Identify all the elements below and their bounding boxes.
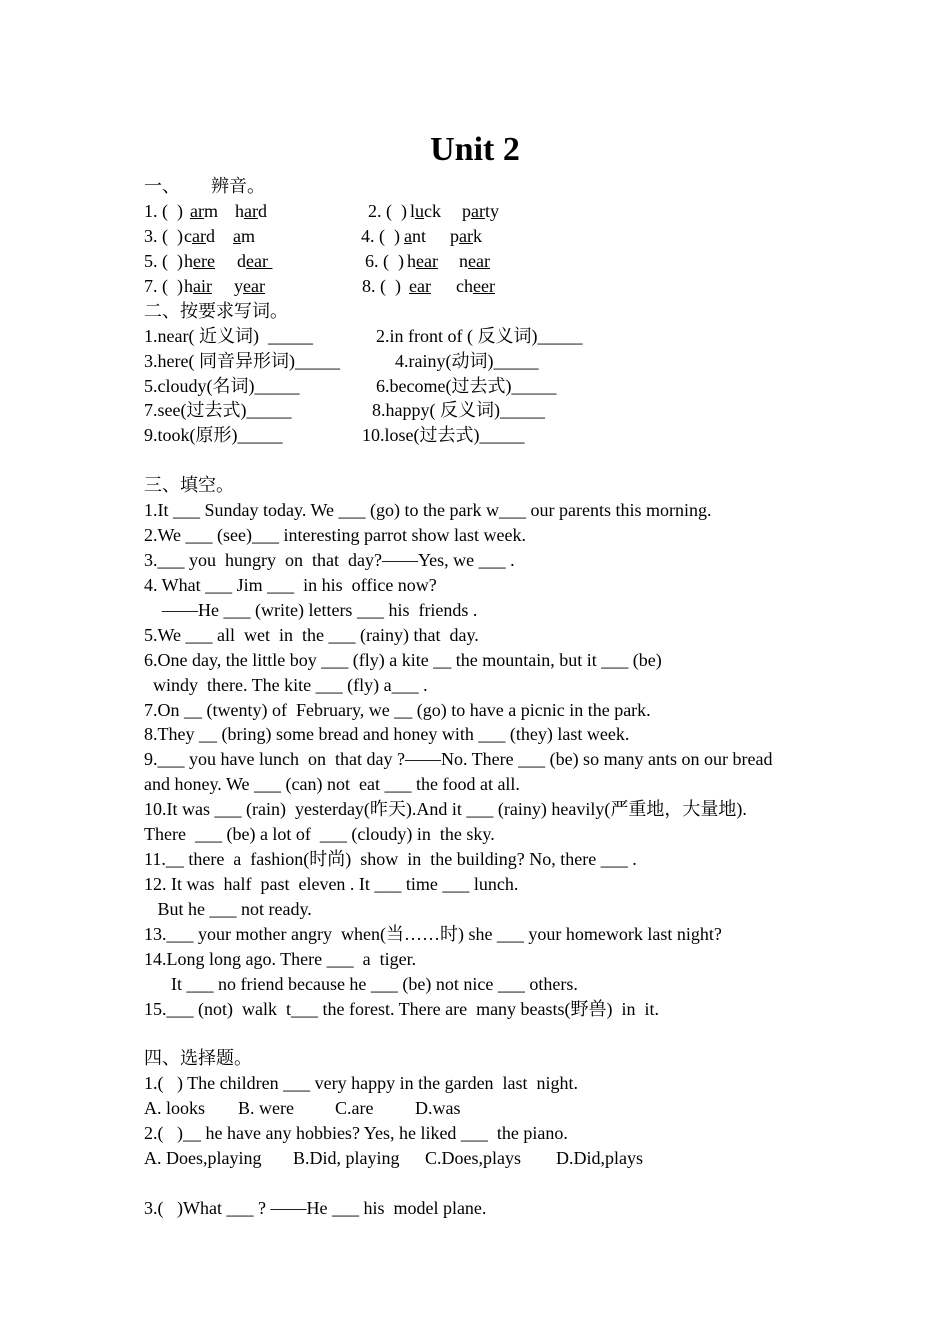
item-4-number: 4. ( ) — [361, 226, 400, 246]
item-1-word2: hard — [235, 201, 267, 221]
fill-line: 7.On __ (twenty) of February, we __ (go) to have a picnic in the park. — [144, 700, 651, 720]
fill-line: and honey. We ___ (can) not eat ___ the food at all. — [144, 774, 520, 794]
question-2-option-b: B.Did, playing — [293, 1148, 400, 1168]
item-5-word2: dear — [237, 251, 273, 271]
item-2-word2: party — [462, 201, 499, 221]
question-2-stem: 2.( )__ he have any hobbies? Yes, he liked ___ the piano. — [144, 1123, 568, 1143]
item-8-word2: cheer — [456, 276, 495, 296]
fill-line: 1.It ___ Sunday today. We ___ (go) to the park w___ our parents this morning. — [144, 500, 712, 520]
word-task-2: 2.in front of ( 反义词)_____ — [376, 326, 583, 346]
fill-line: 5.We ___ all wet in the ___ (rainy) that day. — [144, 625, 479, 645]
section3-heading: 三、填空。 — [144, 475, 234, 495]
section2-heading: 二、按要求写词。 — [144, 301, 288, 321]
fill-line: 3.___ you hungry on that day?——Yes, we ___ . — [144, 550, 515, 570]
fill-line: 15.___ (not) walk t___ the forest. There are many beasts(野兽) in it. — [144, 999, 660, 1019]
item-3-word1: card — [184, 226, 215, 246]
fill-line: 4. What ___ Jim ___ in his office now? — [144, 575, 437, 595]
question-1-option-d: D.was — [415, 1098, 461, 1118]
page-title: Unit 2 — [430, 131, 520, 168]
fill-line: 2.We ___ (see)___ interesting parrot show last week. — [144, 525, 526, 545]
section4-heading: 四、选择题。 — [144, 1048, 252, 1068]
word-task-8: 8.happy( 反义词)_____ — [372, 400, 545, 420]
question-3-stem: 3.( )What ___ ? ——He ___ his model plane. — [144, 1198, 487, 1218]
item-8-word1: ear — [409, 276, 431, 296]
fill-line: But he ___ not ready. — [144, 899, 312, 919]
item-7-word1: hair — [184, 276, 212, 296]
word-task-7: 7.see(过去式)_____ — [144, 400, 292, 420]
fill-line: It ___ no friend because he ___ (be) not nice ___ others. — [144, 974, 578, 994]
question-2-option-d: D.Did,plays — [556, 1148, 643, 1168]
fill-line: ——He ___ (write) letters ___ his friends . — [144, 600, 478, 620]
fill-line: 14.Long long ago. There ___ a tiger. — [144, 949, 417, 969]
fill-line: 6.One day, the little boy ___ (fly) a kite __ the mountain, but it ___ (be) — [144, 650, 662, 670]
item-3-word2: am — [233, 226, 256, 246]
word-task-5: 5.cloudy(名词)_____ — [144, 376, 300, 396]
fill-line: windy there. The kite ___ (fly) a___ . — [144, 675, 428, 695]
item-7-word2: year — [234, 276, 265, 296]
section1-heading-text: 辨音。 — [211, 176, 265, 196]
fill-line: 12. It was half past eleven . It ___ time ___ lunch. — [144, 874, 519, 894]
fill-line: 13.___ your mother angry when(当……时) she ___ your homework last night? — [144, 924, 722, 944]
item-3-number: 3. ( ) — [144, 226, 183, 246]
item-1-word1: arm — [190, 201, 218, 221]
question-2-option-c: C.Does,plays — [425, 1148, 521, 1168]
word-task-1: 1.near( 近义词) _____ — [144, 326, 313, 346]
item-1-number: 1. ( ) — [144, 201, 183, 221]
word-task-6: 6.become(过去式)_____ — [376, 376, 557, 396]
word-task-9: 9.took(原形)_____ — [144, 425, 283, 445]
fill-line: There ___ (be) a lot of ___ (cloudy) in the sky. — [144, 824, 495, 844]
question-1-stem: 1.( ) The children ___ very happy in the garden last night. — [144, 1073, 579, 1093]
item-8-number: 8. ( ) — [362, 276, 401, 296]
fill-line: 11.__ there a fashion(时尚) show in the building? No, there ___ . — [144, 849, 637, 869]
item-2-number: 2. ( ) — [368, 201, 407, 221]
question-1-option-b: B. were — [238, 1098, 294, 1118]
item-6-word1: hear — [407, 251, 438, 271]
item-6-number: 6. ( ) — [365, 251, 404, 271]
item-2-word1: luck — [410, 201, 442, 221]
item-5-number: 5. ( ) — [144, 251, 183, 271]
item-6-word2: near — [459, 251, 490, 271]
word-task-3: 3.here( 同音异形词)_____ — [144, 351, 340, 371]
word-task-10: 10.lose(过去式)_____ — [362, 425, 525, 445]
fill-line: 10.It was ___ (rain) yesterday(昨天).And it ___ (rainy) heavily(严重地，大量地). — [144, 799, 747, 819]
question-2-option-a: A. Does,playing — [144, 1148, 262, 1168]
section1-heading-number: 一、 — [144, 176, 180, 196]
item-7-number: 7. ( ) — [144, 276, 183, 296]
item-4-word2: park — [450, 226, 482, 246]
question-1-option-c: C.are — [335, 1098, 374, 1118]
question-1-option-a: A. looks — [144, 1098, 206, 1118]
word-task-4: 4.rainy(动词)_____ — [395, 351, 539, 371]
item-5-word1: here — [184, 251, 215, 271]
item-4-word1: ant — [404, 226, 427, 246]
fill-line: 9.___ you have lunch on that day ?——No. There ___ (be) so many ants on our bread — [144, 749, 773, 769]
fill-line: 8.They __ (bring) some bread and honey with ___ (they) last week. — [144, 724, 630, 744]
